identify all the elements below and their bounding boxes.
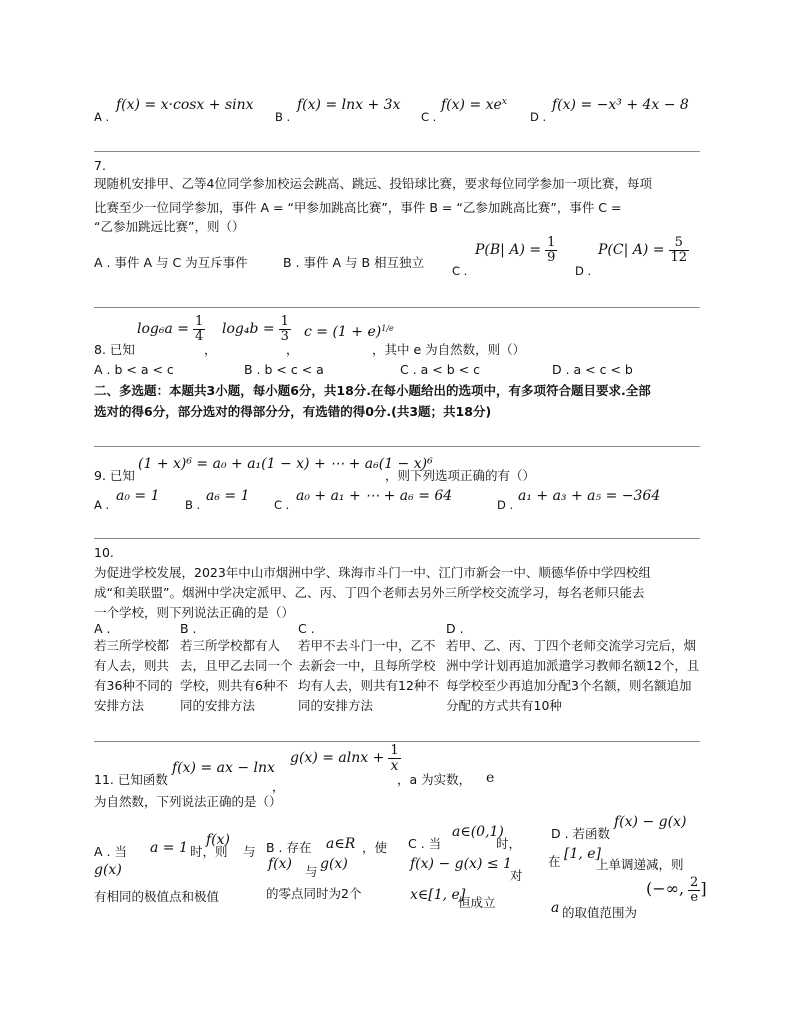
q6-option-b-label: B . bbox=[275, 110, 291, 124]
q11-option-b-f: f(x) bbox=[268, 856, 293, 872]
q9-option-b-label: B . bbox=[185, 498, 201, 512]
q11-option-b-cond: a∈R bbox=[326, 836, 356, 852]
q11-option-c-dom: x∈[1, e] bbox=[410, 887, 466, 903]
q10-option-b-label: B . bbox=[180, 621, 197, 636]
q11-option-d-mid: 上单调递减，则 bbox=[596, 857, 684, 872]
q8-suffix: ，其中 e 为自然数，则（） bbox=[372, 342, 526, 357]
q7-line-2: 比赛至少一位同学参加，事件 A = “甲参加跳高比赛”，事件 B = “乙参加跳高比赛”，事件 C = bbox=[94, 200, 622, 215]
q11-option-d-label: D . 若函数 bbox=[551, 826, 611, 841]
q11-prefix: 11. 已知函数 bbox=[94, 772, 168, 787]
q9-option-d: a₁ + a₃ + a₅ = −364 bbox=[518, 488, 661, 504]
q11-line-2: 为自然数，下列说法正确的是（） bbox=[94, 794, 282, 809]
q10-option-c-label: C . bbox=[298, 621, 315, 636]
q7-option-d-fraction: $\frac{5}{12}$ bbox=[670, 235, 688, 265]
q10-line-1: 为促进学校发展，2023年中山市烟洲中学、珠海市斗门一中、江门市新会一中、顺德华侨中学四校组 bbox=[94, 565, 651, 580]
q7-option-d-math bbox=[598, 236, 689, 265]
divider bbox=[94, 538, 700, 539]
q10-option-a-label: A . bbox=[94, 621, 111, 636]
divider bbox=[94, 446, 700, 447]
q11-option-d-f: f(x) − g(x) bbox=[614, 814, 687, 830]
q11-mid: ，a 为实数， bbox=[397, 772, 472, 787]
q11-option-d-a: a bbox=[551, 900, 560, 916]
q7-option-b: B . 事件 A 与 B 相互独立 bbox=[283, 255, 425, 270]
q11-option-c-dui: 对 bbox=[510, 868, 523, 883]
q11-option-d-end: 的取值范围为 bbox=[562, 905, 638, 920]
q11-g: g(x) = alnx + $\frac{1}{x}$ bbox=[290, 743, 399, 774]
q11-option-b-g: g(x) bbox=[320, 856, 348, 872]
q11-option-a-mid: 时，则 bbox=[190, 844, 228, 859]
q11-option-d-in: 在 bbox=[548, 854, 561, 869]
q8-comma-2: ， bbox=[286, 342, 299, 357]
q10-option-c-text: 若甲不去斗门一中，乙不去新会一中，且每所学校均有人去，则共有12种不同的安排方法 bbox=[298, 638, 439, 713]
q11-option-a-and: 与 bbox=[243, 844, 256, 859]
q8-expr-1: log₆a = $\frac{1}{4}$ bbox=[137, 314, 204, 344]
q11-option-b-label: B . 存在 bbox=[266, 840, 312, 855]
q9-option-a-label: A . bbox=[94, 498, 110, 512]
q7-option-c-math bbox=[475, 236, 557, 265]
q11-option-a-cond: a = 1 bbox=[150, 840, 188, 856]
q10-option-a-text: 若三所学校都有人去，则共有36种不同的安排方法 bbox=[94, 638, 173, 713]
q8-option-d: D . a < c < b bbox=[552, 362, 633, 377]
q11-option-d-int: [1, e] bbox=[564, 846, 602, 862]
q11-f: f(x) = ax − lnx bbox=[172, 760, 275, 776]
q6-option-a-expr: f(x) = x·cosx + sinx bbox=[116, 97, 254, 113]
q9-option-d-label: D . bbox=[497, 498, 514, 512]
q10-line-3: 一个学校，则下列说法正确的是（） bbox=[94, 605, 295, 620]
q9-prefix: 9. 已知 bbox=[94, 468, 135, 483]
q11-option-a-f: f(x) bbox=[206, 832, 231, 848]
q8-expr-3: $c = (1 + e)^{1/e}$ bbox=[304, 324, 394, 341]
divider bbox=[94, 151, 700, 152]
q7-number: 7. bbox=[94, 158, 106, 173]
q11-comma: ， bbox=[272, 779, 285, 794]
q7-option-c-label: C . bbox=[452, 264, 468, 278]
q7-option-c-fraction: $\frac{1}{9}$ bbox=[547, 235, 556, 265]
q11-option-b-mid: ，使 bbox=[362, 840, 388, 855]
q7-line-1: 现随机安排甲、乙等4位同学参加校运会跳高、跳远、投铅球比赛，要求每位同学参加一项比赛，每项 bbox=[94, 176, 652, 191]
q8-comma-1: ， bbox=[204, 342, 217, 357]
q6-option-b-expr: f(x) = lnx + 3x bbox=[297, 97, 401, 113]
q6-option-d-expr: f(x) = −x³ + 4x − 8 bbox=[552, 97, 689, 113]
q11-option-b-end: 的零点同时为2个 bbox=[266, 886, 362, 901]
q7-option-d-label: D . bbox=[575, 264, 592, 278]
q6-option-d-label: D . bbox=[530, 110, 547, 124]
q9-suffix: ，则下列选项正确的有（） bbox=[385, 468, 536, 483]
q6-option-c-expr: f(x) = xe bbox=[441, 97, 502, 114]
q11-option-a-end: 有相同的极值点和极值 bbox=[94, 889, 220, 904]
q11-option-a-label: A . 当 bbox=[94, 844, 127, 859]
q7-option-a: A . 事件 A 与 C 为互斥事件 bbox=[94, 255, 248, 270]
q8-option-b: B . b < c < a bbox=[244, 362, 324, 377]
q10-line-2: 成“和美联盟”。烟洲中学决定派甲、乙、丙、丁四个老师去另外三所学校交流学习，每名老师只能去 bbox=[94, 585, 645, 600]
section-2-line-2: 选对的得6分，部分选对的得部分分，有选错的得0分.(共3题；共18分) bbox=[94, 404, 492, 419]
q7-line-3: “乙参加跳远比赛”，则（） bbox=[94, 219, 245, 234]
divider bbox=[94, 307, 700, 308]
section-2-line-1: 二、多选题：本题共3小题，每小题6分，共18分.在每小题给出的选项中，有多项符合题目要求.全部 bbox=[94, 383, 651, 398]
q10-option-b-text: 若三所学校都有人去，且甲乙去同一个学校，则共有6种不同的安排方法 bbox=[180, 638, 293, 713]
q9-option-b: a₆ = 1 bbox=[206, 488, 250, 504]
q11-e: e bbox=[486, 770, 495, 786]
q11-option-d-range: (−∞, $\frac{2}{e}$ ] bbox=[646, 875, 707, 905]
q6-option-c-exp: x bbox=[501, 97, 507, 107]
q11-option-a-g: g(x) bbox=[94, 862, 122, 878]
q11-option-c-ineq: f(x) − g(x) ≤ 1 bbox=[410, 856, 512, 872]
q6-option-a-label: A . bbox=[94, 110, 110, 124]
q8-option-c: C . a < b < c bbox=[400, 362, 480, 377]
q8-prefix: 8. 已知 bbox=[94, 342, 135, 357]
q9-option-c-label: C . bbox=[274, 498, 290, 512]
q11-option-c-end: 恒成立 bbox=[458, 895, 496, 910]
q11-option-b-and: 与 bbox=[305, 864, 318, 879]
q9-expr: (1 + x)⁶ = a₀ + a₁(1 − x) + ⋯ + a₆(1 − x)⁶ bbox=[138, 456, 433, 472]
q8-expr-2: log₄b = $\frac{1}{3}$ bbox=[222, 314, 289, 344]
q10-option-d-text: 若甲、乙、丙、丁四个老师交流学习完后，烟洲中学计划再追加派遣学习教师名额12个，且每学校至少再追加分配3个名额，则名额追加分配的方式共有10种 bbox=[446, 638, 700, 713]
q11-option-c-mid: 时， bbox=[496, 836, 522, 851]
q8-option-a: A . b < a < c bbox=[94, 362, 174, 377]
divider bbox=[94, 741, 700, 742]
q10-number: 10. bbox=[94, 545, 114, 560]
q9-option-a: a₀ = 1 bbox=[116, 488, 160, 504]
q7-option-d-expr: P(C| A) = bbox=[598, 242, 665, 258]
q7-option-c-expr: P(B| A) = bbox=[475, 242, 542, 258]
q6-option-c-label: C . bbox=[421, 110, 437, 124]
q9-option-c: a₀ + a₁ + ⋯ + a₆ = 64 bbox=[296, 488, 453, 504]
q6-option-c bbox=[441, 97, 507, 113]
q11-option-c-cond: a∈(0,1) bbox=[452, 824, 504, 840]
q11-option-c-label: C . 当 bbox=[408, 836, 442, 851]
q10-option-d-label: D . bbox=[446, 621, 464, 636]
